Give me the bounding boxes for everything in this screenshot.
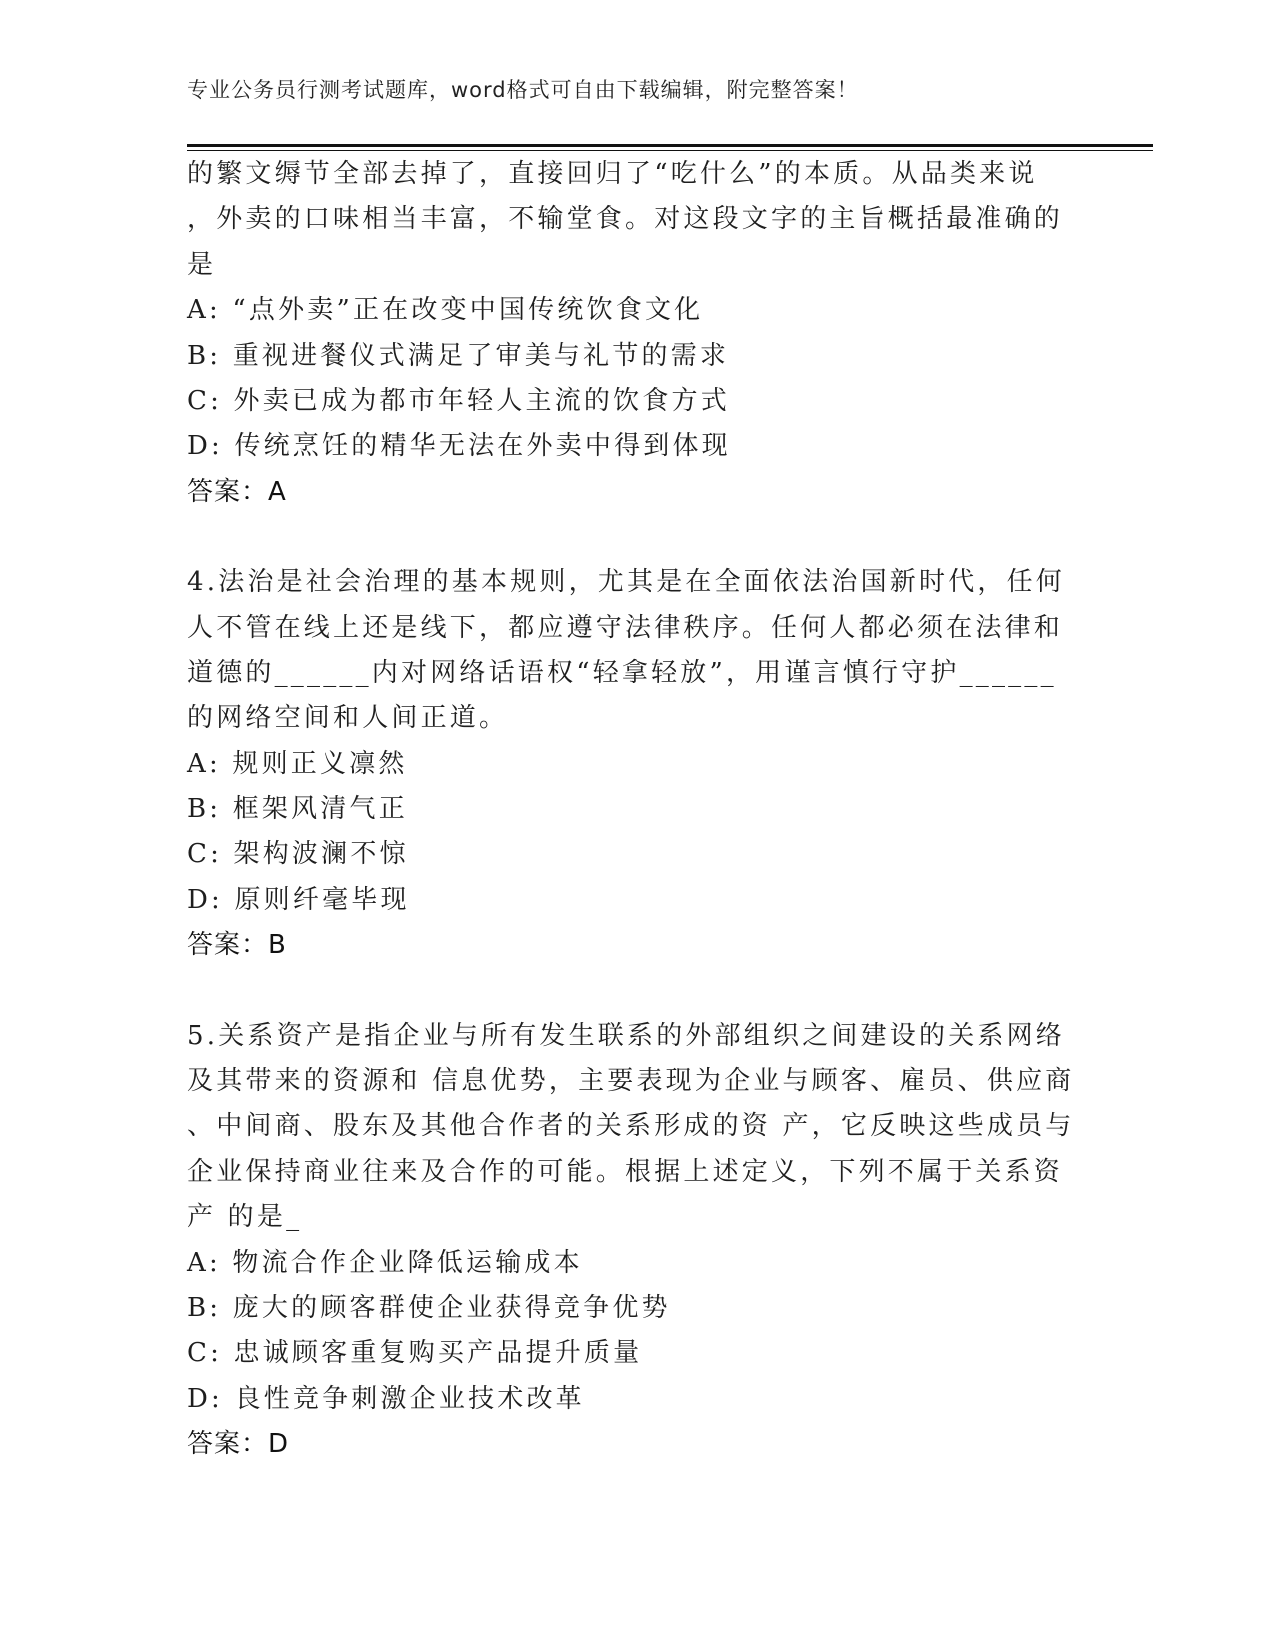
- question-text-line: ，外卖的口味相当丰富，不输堂食。对这段文字的主旨概括最准确的: [187, 204, 1064, 235]
- question-text-line: 道德的______内对网络话语权“轻拿轻放”，用谨言慎行守护______: [187, 657, 1057, 688]
- header-divider-thin: [187, 150, 1153, 151]
- option-d: D: 原则纤毫毕现: [187, 884, 410, 915]
- question-text-line: 产 的是_: [187, 1202, 303, 1233]
- option-a: A: 规则正义凛然: [187, 748, 408, 779]
- option-c: C: 忠诚顾客重复购买产品提升质量: [187, 1338, 643, 1369]
- header-divider-thick: [187, 144, 1153, 147]
- answer-label: 答案：B: [187, 930, 287, 961]
- option-b: B: 框架风清气正: [187, 794, 408, 825]
- question-text-line: 4.法治是社会治理的基本规则，尤其是在全面依法治国新时代，任何: [187, 567, 1066, 598]
- question-text-line: 及其带来的资源和 信息优势，主要表现为企业与顾客、雇员、供应商: [187, 1066, 1075, 1097]
- option-d: D: 良性竞争刺激企业技术改革: [187, 1383, 585, 1414]
- question-text-line: 的繁文缛节全部去掉了，直接回归了“吃什么”的本质。从品类来说: [187, 159, 1038, 189]
- answer-label: 答案：D: [187, 1429, 290, 1460]
- question-3-continued: [187, 152, 1087, 515]
- option-d: D: 传统烹饪的精华无法在外卖中得到体现: [187, 431, 731, 462]
- question-text-line: 的网络空间和人间正道。: [187, 703, 509, 734]
- option-c: C: 架构波澜不惊: [187, 839, 409, 870]
- option-c: C: 外卖已成为都市年轻人主流的饮食方式: [187, 385, 730, 416]
- question-text-line: 企业保持商业往来及合作的可能。根据上述定义，下列不属于关系资: [187, 1156, 1064, 1187]
- option-a: A: 物流合作企业降低运输成本: [187, 1247, 583, 1278]
- question-4: [187, 560, 1087, 969]
- document-body: [187, 152, 1087, 1468]
- answer-label: 答案：A: [187, 476, 287, 507]
- option-b: B: 庞大的顾客群使企业获得竞争优势: [187, 1292, 671, 1323]
- option-b: B: 重视进餐仪式满足了审美与礼节的需求: [187, 340, 730, 371]
- page-header: 专业公务员行测考试题库，word格式可自由下载编辑，附完整答案！: [187, 78, 859, 102]
- question-text-line: 、中间商、股东及其他合作者的关系形成的资 产，它反映这些成员与: [187, 1111, 1075, 1142]
- option-a: A: “点外卖”正在改变中国传统饮食文化: [187, 295, 704, 326]
- question-5: [187, 1014, 1087, 1468]
- question-text-line: 人不管在线上还是线下，都应遵守法律秩序。任何人都必须在法律和: [187, 612, 1064, 643]
- question-text-line: 5.关系资产是指企业与所有发生联系的外部组织之间建设的关系网络: [187, 1020, 1066, 1051]
- question-text-line: 是: [187, 249, 217, 280]
